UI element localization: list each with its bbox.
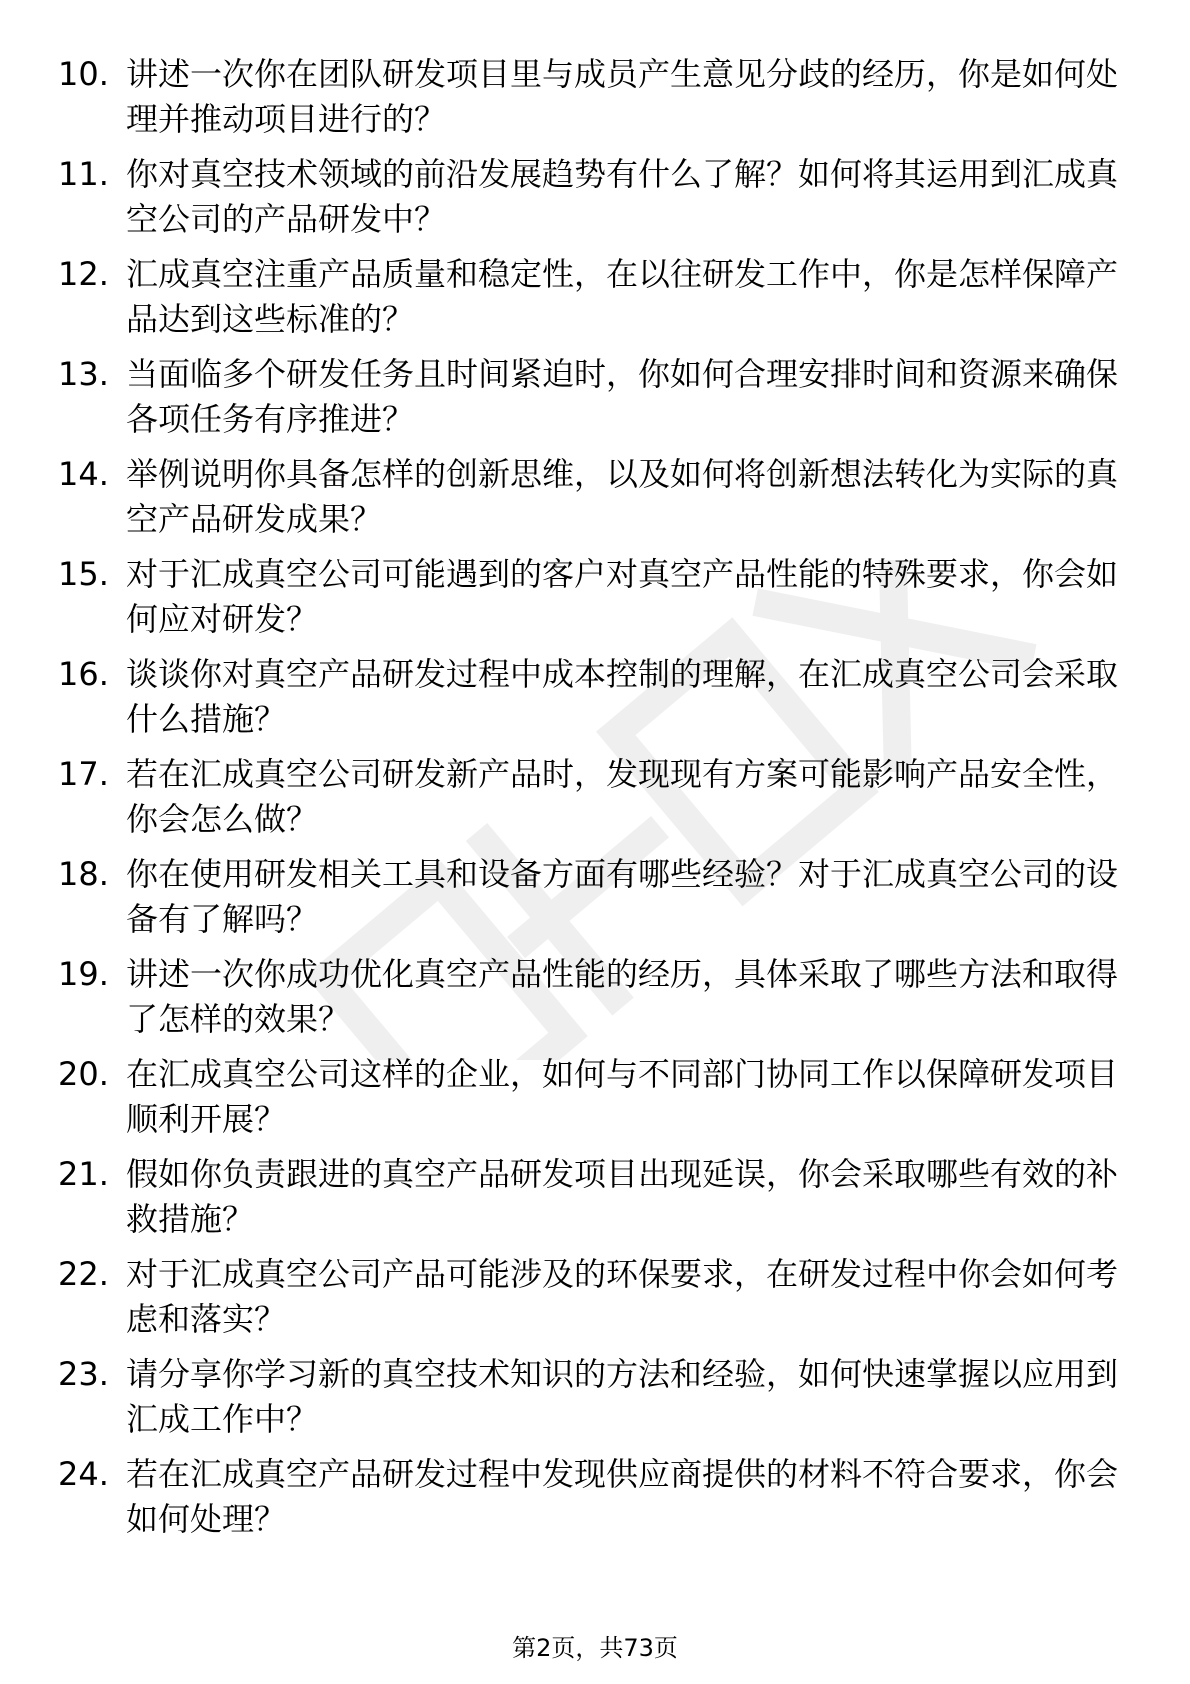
- question-number: 20.: [58, 1055, 109, 1093]
- question-item: [58, 352, 1128, 452]
- question-list: [58, 52, 1128, 1552]
- question-text: 举例说明你具备怎样的创新思维，以及如何将创新想法转化为实际的真空产品研发成果？: [126, 455, 1119, 538]
- question-text: 若在汇成真空产品研发过程中发现供应商提供的材料不符合要求，你会如何处理？: [126, 1455, 1119, 1538]
- question-number: 23.: [58, 1355, 109, 1393]
- question-item: [58, 752, 1128, 852]
- question-item: [58, 652, 1128, 752]
- page-footer: 第2页，共73页: [512, 1634, 678, 1662]
- question-number: 13.: [58, 355, 109, 393]
- question-text: 对于汇成真空公司产品可能涉及的环保要求，在研发过程中你会如何考虑和落实？: [126, 1255, 1119, 1338]
- question-item: [58, 52, 1128, 152]
- question-item: [58, 852, 1128, 952]
- question-item: [58, 452, 1128, 552]
- question-item: [58, 1452, 1128, 1552]
- question-number: 24.: [58, 1455, 109, 1493]
- question-text: 对于汇成真空公司可能遇到的客户对真空产品性能的特殊要求，你会如何应对研发？: [126, 555, 1119, 638]
- question-item: [58, 1152, 1128, 1252]
- question-text: 谈谈你对真空产品研发过程中成本控制的理解，在汇成真空公司会采取什么措施？: [126, 655, 1119, 738]
- question-text: 汇成真空注重产品质量和稳定性，在以往研发工作中，你是怎样保障产品达到这些标准的？: [126, 255, 1119, 338]
- question-item: [58, 1052, 1128, 1152]
- question-item: [58, 152, 1128, 252]
- question-number: 16.: [58, 655, 109, 693]
- question-item: [58, 952, 1128, 1052]
- question-text: 当面临多个研发任务且时间紧迫时，你如何合理安排时间和资源来确保各项任务有序推进？: [126, 355, 1119, 438]
- question-text: 在汇成真空公司这样的企业，如何与不同部门协同工作以保障研发项目顺利开展？: [126, 1055, 1119, 1138]
- question-text: 若在汇成真空公司研发新产品时，发现现有方案可能影响产品安全性，你会怎么做？: [126, 755, 1119, 838]
- question-text: 你在使用研发相关工具和设备方面有哪些经验？对于汇成真空公司的设备有了解吗？: [126, 855, 1119, 938]
- question-text: 你对真空技术领域的前沿发展趋势有什么了解？如何将其运用到汇成真空公司的产品研发中？: [126, 155, 1119, 238]
- question-number: 21.: [58, 1155, 109, 1193]
- question-text: 请分享你学习新的真空技术知识的方法和经验，如何快速掌握以应用到汇成工作中？: [126, 1355, 1119, 1438]
- question-number: 12.: [58, 255, 109, 293]
- question-number: 19.: [58, 955, 109, 993]
- question-number: 22.: [58, 1255, 109, 1293]
- question-number: 15.: [58, 555, 109, 593]
- question-number: 17.: [58, 755, 109, 793]
- question-number: 11.: [58, 155, 109, 193]
- question-item: [58, 1352, 1128, 1452]
- question-item: [58, 252, 1128, 352]
- question-item: [58, 1252, 1128, 1352]
- question-number: 18.: [58, 855, 109, 893]
- question-number: 10.: [58, 55, 109, 93]
- question-text: 讲述一次你成功优化真空产品性能的经历，具体采取了哪些方法和取得了怎样的效果？: [126, 955, 1119, 1038]
- question-number: 14.: [58, 455, 109, 493]
- question-item: [58, 552, 1128, 652]
- question-text: 讲述一次你在团队研发项目里与成员产生意见分歧的经历，你是如何处理并推动项目进行的？: [126, 55, 1119, 138]
- question-text: 假如你负责跟进的真空产品研发项目出现延误，你会采取哪些有效的补救措施？: [126, 1155, 1119, 1238]
